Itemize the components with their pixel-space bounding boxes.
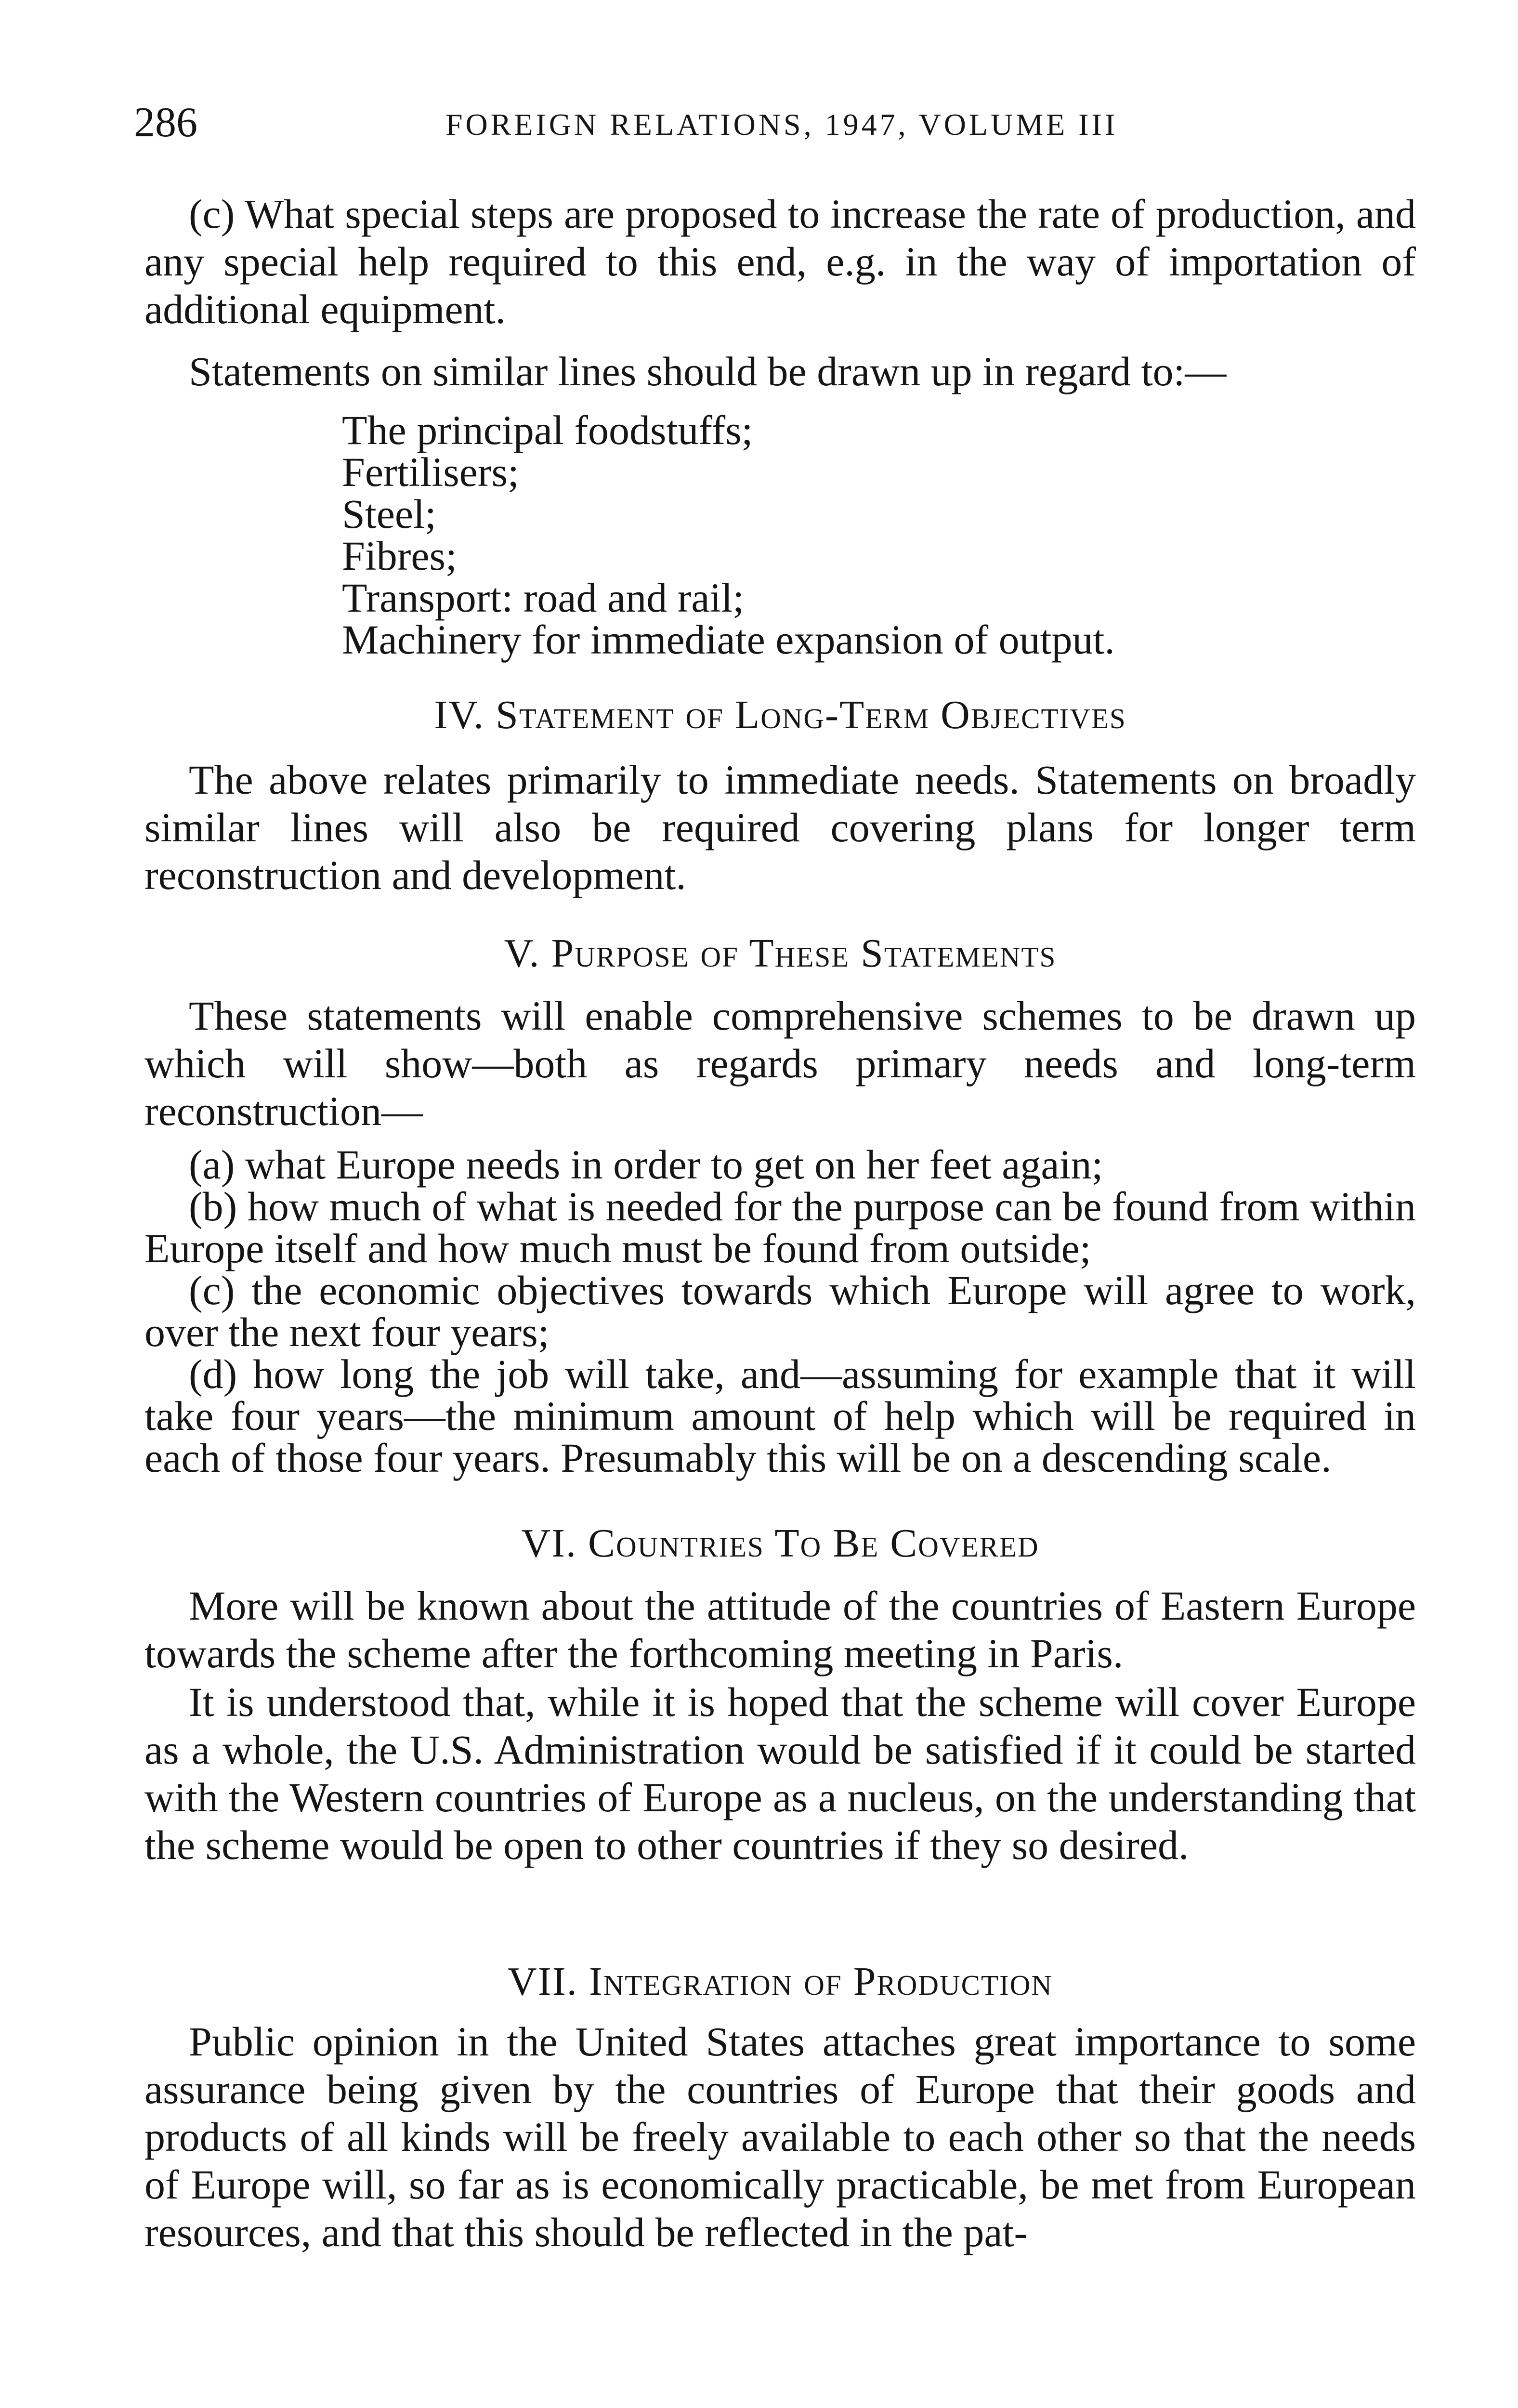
section-heading-v: V. Purpose of These Statements <box>504 931 1057 976</box>
list-item: (c) the economic objectives towards which Europe will agree to work, over the next four years; <box>144 1267 1416 1355</box>
paragraph-iv: The above relates primarily to immediate needs. Statements on broadly similar lines will also be required covering plans for longer term reconstruction and development. <box>144 757 1416 898</box>
statements-intro: Statements on similar lines should be drawn up in regard to:— <box>189 348 1227 394</box>
list-item: The principal foodstuffs; <box>342 407 753 453</box>
regard-list <box>342 409 1401 661</box>
paragraph-c: (c) What special steps are proposed to increase the rate of production, and any special help required to this end, e.g. in the way of importation of additional equipment. <box>144 191 1416 332</box>
list-item: (a) what Europe needs in order to get on her feet again; <box>189 1141 1103 1188</box>
list-item: Fertilisers; <box>342 449 519 495</box>
running-title: FOREIGN RELATIONS, 1947, VOLUME III <box>445 107 1118 142</box>
purpose-list <box>144 1141 1416 1481</box>
list-item: Steel; <box>342 491 436 537</box>
list-item: Machinery for immediate expansion of output. <box>342 616 1115 663</box>
paragraph-v: These statements will enable comprehensive schemes to be drawn up which will show—both as regards primary needs and long-term reconstruction— <box>144 993 1416 1134</box>
section-heading-iv: IV. Statement of Long-Term Objectives <box>434 693 1126 737</box>
list-item: (d) how long the job will take, and—assuming for example that it will take four years—the minimum amount of help which will be required in each of those four years. Presumably this will be on a descending scale. <box>144 1351 1416 1481</box>
page-number: 286 <box>134 99 197 146</box>
section-heading-vii: VII. Integration of Production <box>508 1959 1053 2004</box>
paragraph-vii: Public opinion in the United States attaches great importance to some assurance being given by the countries of Europe that their goods and products of all kinds will be freely available to each other so that the needs of Europe will, so far as is economically practicable, be met from European resources, and that this should be reflected in the pat- <box>144 2018 1416 2255</box>
list-item: Fibres; <box>342 533 457 579</box>
section-heading-vi: VI. Countries To Be Covered <box>521 1521 1039 1566</box>
running-head <box>134 96 1429 149</box>
list-item: (b) how much of what is needed for the purpose can be found from within Europe itself and how much must be found from outside; <box>144 1183 1416 1271</box>
paragraph-vi-1: More will be known about the attitude of the countries of Eastern Europe towards the scheme after the forthcoming meeting in Paris. <box>144 1583 1416 1676</box>
list-item: Transport: road and rail; <box>342 575 745 621</box>
paragraph-vi-2: It is understood that, while it is hoped that the scheme will cover Europe as a whole, the U.S. Administration would be satisfied if it could be started with the Western countries of Europe as a nucleus, on the understanding that the scheme would be open to other countries if they so desired. <box>144 1679 1416 1868</box>
